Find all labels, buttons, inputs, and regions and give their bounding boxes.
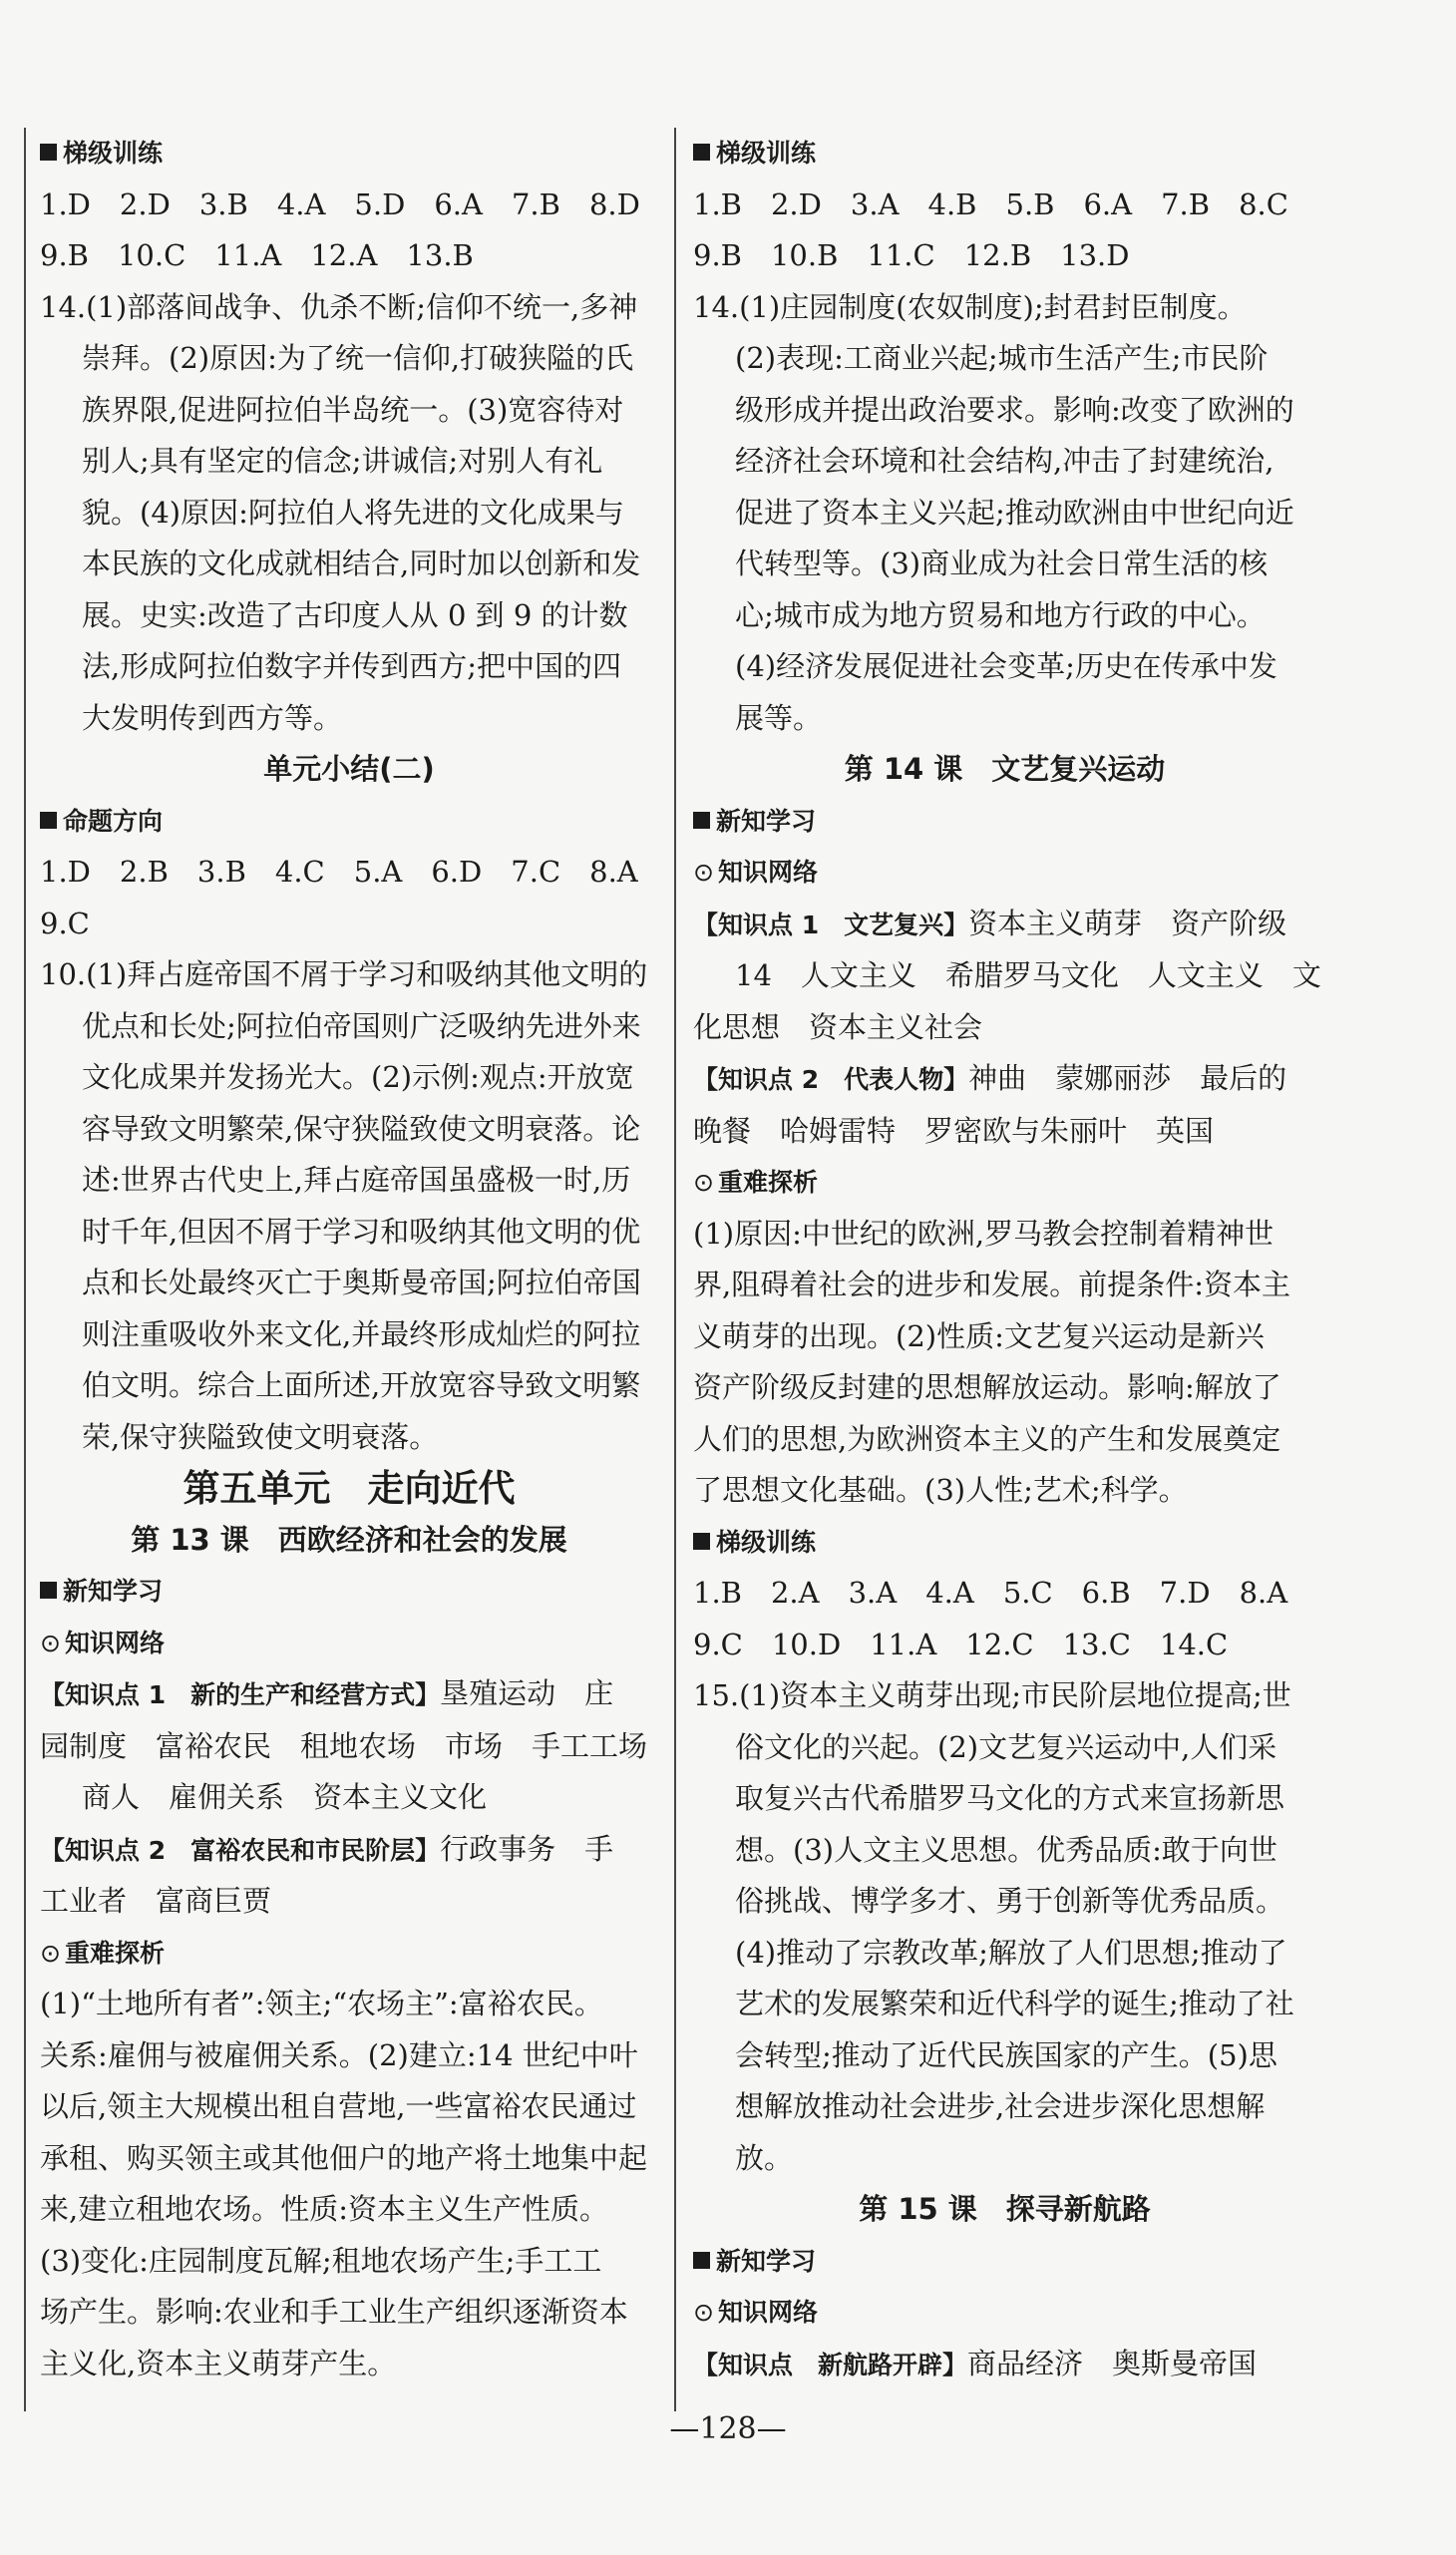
text-line: 园制度 富裕农民 租地农场 市场 手工工场 [40, 1728, 648, 1763]
text-line: 貌。(4)原因:阿拉伯人将先进的文化成果与 [82, 495, 624, 530]
unit-title: 第五单元 走向近代 [182, 1466, 516, 1510]
subsection-heading-text: 知识网络 [717, 2298, 818, 2327]
section-heading-text: 梯级训练 [716, 1527, 817, 1557]
text-line: (3)变化:庄园制度瓦解;租地农场产生;手工工 [40, 2243, 602, 2278]
text-line: 14.(1)部落间战争、仇杀不断;信仰不统一,多神 [40, 289, 638, 324]
circle-dot-icon: ⊙ [693, 858, 714, 887]
subsection-heading-text: 重难探析 [717, 1168, 818, 1197]
text-line: 崇拜。(2)原因:为了统一信仰,打破狭隘的氏 [82, 341, 634, 375]
text-line: 艺术的发展繁荣和近代科学的诞生;推动了社 [735, 1987, 1294, 2020]
text-line: 展。史实:改造了古印度人从 0 到 9 的计数 [82, 597, 628, 632]
circle-dot-icon: ⊙ [693, 2298, 714, 2327]
knowledge-point-text: 商品经济 奥斯曼帝国 [967, 2346, 1258, 2380]
text-line: 了思想文化基础。(3)人性;艺术;科学。 [693, 1473, 1188, 1507]
text-line: 14.(1)庄园制度(农奴制度);封君封臣制度。 [693, 289, 1247, 324]
text-line: 界,阻碍着社会的进步和发展。前提条件:资本主 [693, 1268, 1290, 1301]
knowledge-point-label: 【知识点 1 新的生产和经营方式】 [40, 1680, 441, 1709]
text-line: 关系:雇佣与被雇佣关系。(2)建立:14 世纪中叶 [40, 2037, 638, 2072]
section-heading-text: 命题方向 [63, 806, 164, 836]
subsection-heading-text: 重难探析 [64, 1938, 165, 1968]
square-bullet-icon [40, 812, 57, 829]
section-heading-text: 新知学习 [716, 2246, 817, 2276]
text-line: 本民族的文化成就相结合,同时加以创新和发 [82, 547, 641, 580]
section-heading [40, 796, 658, 848]
knowledge-point-line [693, 899, 1316, 951]
square-bullet-icon [693, 144, 710, 161]
subsection-heading [693, 1157, 1316, 1209]
text-line: 承租、购买领主或其他佃户的地产将土地集中起 [40, 2140, 648, 2175]
subsection-heading-text: 知识网络 [64, 1628, 165, 1657]
text-line: 俗文化的兴起。(2)文艺复兴运动中,人们采 [735, 1729, 1277, 1764]
section-heading [693, 2236, 1316, 2288]
text-line: (4)经济发展促进社会变革;历史在传承中发 [735, 649, 1277, 683]
knowledge-point-line [40, 1824, 658, 1877]
subsection-heading [693, 847, 1316, 899]
section-heading-text: 新知学习 [716, 806, 817, 836]
text-line: 法,形成阿拉伯数字并传到西方;把中国的四 [82, 649, 621, 683]
lesson-title: 第 15 课 探寻新航路 [859, 2192, 1151, 2226]
knowledge-point-text: 神曲 蒙娜丽莎 最后的 [968, 1061, 1287, 1095]
text-line: 点和长处最终灭亡于奥斯曼帝国;阿拉伯帝国 [82, 1266, 641, 1299]
text-line: 则注重吸收外来文化,并最终形成灿烂的阿拉 [82, 1316, 641, 1351]
text-line: 化思想 资本主义社会 [693, 1009, 983, 1044]
text-line: 展等。 [735, 700, 823, 735]
circle-dot-icon: ⊙ [40, 1938, 61, 1968]
text-line: 俗挑战、博学多才、勇于创新等优秀品质。 [735, 1884, 1285, 1918]
knowledge-point-label: 【知识点 2 代表人物】 [693, 1065, 969, 1094]
text-line: 1.B 2.D 3.A 4.B 5.B 6.A 7.B 8.C [693, 186, 1288, 221]
text-line: 容导致文明繁荣,保守狭隘致使文明衰落。论 [82, 1111, 641, 1146]
text-line: 9.C 10.D 11.A 12.C 13.C 14.C [693, 1627, 1229, 1661]
text-line: 商人 雇佣关系 资本主义文化 [82, 1780, 488, 1814]
page-number: —128— [669, 2411, 787, 2446]
knowledge-point-label: 【知识点 1 文艺复兴】 [693, 910, 969, 939]
knowledge-point-line [693, 1053, 1316, 1106]
text-line: (4)推动了宗教改革;解放了人们思想;推动了 [735, 1935, 1287, 1970]
text-line: 文化成果并发扬光大。(2)示例:观点:开放宽 [82, 1060, 634, 1094]
square-bullet-icon [693, 2252, 710, 2269]
text-line: 资产阶级反封建的思想解放运动。影响:解放了 [693, 1370, 1281, 1404]
knowledge-point-text: 行政事务 手 [440, 1831, 614, 1866]
center-rule [674, 128, 676, 2411]
text-line: 10.(1)拜占庭帝国不屑于学习和吸纳其他文明的 [40, 957, 648, 991]
text-line: 14 人文主义 希腊罗马文化 人文主义 文 [735, 958, 1321, 992]
text-line: 优点和长处;阿拉伯帝国则广泛吸纳先进外来 [82, 1008, 641, 1043]
knowledge-point-label: 【知识点 新航路开辟】 [693, 2350, 968, 2379]
section-heading-text: 新知学习 [63, 1577, 164, 1606]
text-line: 1.D 2.B 3.B 4.C 5.A 6.D 7.C 8.A [40, 855, 638, 889]
text-line: 会转型;推动了近代民族国家的产生。(5)思 [735, 2037, 1277, 2072]
knowledge-point-text: 资本主义萌芽 资产阶级 [968, 906, 1287, 940]
text-line: (2)表现:工商业兴起;城市生活产生;市民阶 [735, 341, 1269, 375]
left-rule [24, 128, 26, 2411]
text-line: 场产生。影响:农业和手工业生产组织逐渐资本 [40, 2295, 628, 2329]
section-heading [693, 796, 1316, 848]
section-heading [693, 1517, 1316, 1569]
lesson-title: 单元小结(二) [263, 752, 435, 786]
text-line: 9.C [40, 906, 90, 940]
section-heading [40, 1566, 658, 1618]
subsection-heading-text: 知识网络 [717, 858, 818, 887]
text-line: 义萌芽的出现。(2)性质:文艺复兴运动是新兴 [693, 1318, 1265, 1353]
text-line: 荣,保守狭隘致使文明衰落。 [82, 1419, 439, 1454]
text-line: 9.B 10.C 11.A 12.A 13.B [40, 238, 474, 272]
square-bullet-icon [693, 1533, 710, 1550]
subsection-heading [40, 1618, 658, 1669]
text-line: 族界限,促进阿拉伯半岛统一。(3)宽容待对 [82, 392, 624, 427]
text-line: (1)原因:中世纪的欧洲,罗马教会控制着精神世 [693, 1216, 1274, 1251]
circle-dot-icon: ⊙ [40, 1628, 61, 1657]
text-line: 1.D 2.D 3.B 4.A 5.D 6.A 7.B 8.D [40, 186, 640, 221]
text-line: 想解放推动社会进步,社会进步深化思想解 [735, 2089, 1266, 2123]
knowledge-point-text: 垦殖运动 庄 [440, 1676, 614, 1710]
square-bullet-icon [40, 144, 57, 161]
subsection-heading [40, 1928, 658, 1980]
text-line: 心;城市成为地方贸易和地方行政的中心。 [735, 597, 1266, 632]
knowledge-point-line [693, 2339, 1316, 2391]
text-line: 放。 [735, 2140, 794, 2175]
text-line: 级形成并提出政治要求。影响:改变了欧洲的 [735, 392, 1294, 427]
square-bullet-icon [693, 812, 710, 829]
lesson-title: 第 14 课 文艺复兴运动 [844, 752, 1166, 786]
knowledge-point-line [40, 1668, 658, 1721]
text-line: 工业者 富商巨贾 [40, 1884, 272, 1918]
text-line: 晚餐 哈姆雷特 罗密欧与朱丽叶 英国 [693, 1113, 1215, 1148]
text-line: 经济社会环境和社会结构,冲击了封建统治, [735, 444, 1274, 478]
text-line: 来,建立租地农场。性质:资本主义生产性质。 [40, 2192, 608, 2226]
text-line: 15.(1)资本主义萌芽出现;市民阶层地位提高;世 [693, 1678, 1291, 1712]
left-column [40, 128, 658, 2389]
text-line: 9.B 10.B 11.C 12.B 13.D [693, 238, 1130, 272]
text-line: 主义化,资本主义萌芽产生。 [40, 2346, 397, 2380]
text-line: 大发明传到西方等。 [82, 700, 343, 735]
circle-dot-icon: ⊙ [693, 1168, 714, 1197]
text-line: 别人;具有坚定的信念;讲诚信;对别人有礼 [82, 444, 603, 478]
text-line: 想。(3)人文主义思想。优秀品质:敢于向世 [735, 1832, 1277, 1867]
lesson-title: 第 13 课 西欧经济和社会的发展 [131, 1522, 567, 1557]
text-line: 伯文明。综合上面所述,开放宽容导致文明繁 [82, 1368, 641, 1402]
text-line: 取复兴古代希腊罗马文化的方式来宣扬新思 [735, 1781, 1285, 1815]
section-heading [40, 128, 658, 180]
text-line: 时千年,但因不屑于学习和吸纳其他文明的优 [82, 1214, 641, 1249]
text-line: 促进了资本主义兴起;推动欧洲由中世纪向近 [735, 495, 1294, 530]
text-line: (1)“土地所有者”:领主;“农场主”:富裕农民。 [40, 1987, 603, 2020]
section-heading-text: 梯级训练 [63, 139, 164, 168]
section-heading [693, 128, 1316, 180]
square-bullet-icon [40, 1582, 57, 1599]
text-line: 1.B 2.A 3.A 4.A 5.C 6.B 7.D 8.A [693, 1576, 1288, 1610]
knowledge-point-label: 【知识点 2 富裕农民和市民阶层】 [40, 1835, 441, 1865]
subsection-heading [693, 2287, 1316, 2339]
right-column [693, 128, 1321, 2390]
text-line: 人们的思想,为欧洲资本主义的产生和发展奠定 [693, 1421, 1281, 1456]
text-line: 述:世界古代史上,拜占庭帝国虽盛极一时,历 [82, 1163, 631, 1197]
text-line: 代转型等。(3)商业成为社会日常生活的核 [735, 547, 1269, 580]
section-heading-text: 梯级训练 [716, 139, 817, 168]
text-line: 以后,领主大规模出租自营地,一些富裕农民通过 [40, 2089, 637, 2123]
